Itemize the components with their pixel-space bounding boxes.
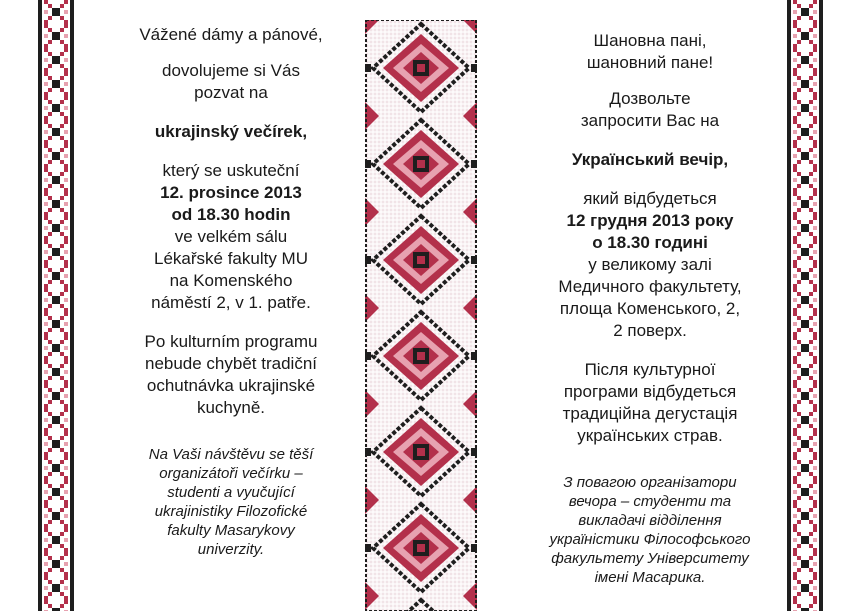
ukrainian-closing-line: україністики Філософського — [549, 531, 751, 548]
ukrainian-invite-line: Дозвольте — [609, 89, 691, 108]
ukrainian-invite-line: запросити Вас на — [580, 111, 720, 130]
ukrainian-program-line: традиційна дегустація — [562, 404, 738, 423]
czech-invite-block — [104, 60, 358, 104]
right-embroidery-border — [787, 0, 823, 611]
ukrainian-closing-line: викладачі відділення — [578, 512, 722, 529]
ukrainian-time: о 18.30 годині — [592, 233, 708, 252]
czech-venue-line: Lékařské fakulty MU — [154, 249, 308, 268]
czech-program-line: Po kulturním programu — [144, 332, 318, 351]
czech-program-line: nebude chybět tradiční — [144, 354, 317, 373]
ukrainian-venue-line: площа Коменського, 2, — [559, 299, 741, 318]
center-embroidery-band — [365, 20, 477, 616]
ukrainian-program-line: програми відбудеться — [563, 382, 737, 401]
ukrainian-program-line: Після культурної — [584, 360, 716, 379]
ukrainian-invitation — [518, 30, 782, 587]
ukrainian-closing-line: факультету Університету — [551, 550, 749, 567]
czech-venue-line: náměstí 2, v 1. patře. — [151, 293, 311, 312]
czech-closing-line: studenti a vyučující — [167, 484, 295, 501]
ukrainian-date: 12 грудня 2013 року — [566, 211, 734, 230]
right-border-pattern — [787, 0, 823, 611]
ukrainian-closing-line: вечора – студенти та — [568, 493, 732, 510]
ukrainian-venue-line: Медичного факультету, — [558, 277, 742, 296]
czech-closing-line: fakulty Masarykovy — [167, 522, 295, 539]
czech-invite-line: pozvat na — [194, 83, 268, 102]
ukrainian-intro: який відбудеться — [583, 189, 717, 208]
czech-date: 12. prosince 2013 — [160, 183, 302, 202]
czech-program-line: kuchyně. — [196, 398, 266, 417]
ukrainian-closing-line: імені Масарика. — [594, 569, 706, 586]
czech-program-line: ochutnávka ukrajinské — [146, 376, 316, 395]
czech-invite-line: dovolujeme si Vás — [162, 61, 300, 80]
czech-closing-block — [104, 445, 358, 559]
left-border-pattern — [38, 0, 74, 611]
ukrainian-venue-line: 2 поверх. — [613, 321, 687, 340]
czech-details-block — [104, 160, 358, 314]
ukrainian-event-name: Український вечір, — [571, 150, 729, 169]
czech-closing-line: organizátoři večírku – — [159, 465, 303, 482]
ukrainian-greeting-line: шановний пане! — [586, 53, 714, 72]
czech-closing-line: univerzity. — [197, 541, 265, 558]
ukrainian-closing-line: З повагою організатори — [563, 474, 737, 491]
czech-invitation — [104, 24, 358, 559]
ukrainian-venue-line: у великому залі — [588, 255, 712, 274]
czech-time: od 18.30 hodin — [171, 205, 291, 224]
czech-intro: který se uskuteční — [162, 161, 300, 180]
czech-closing-line: Na Vaši návštěvu se těší — [148, 446, 314, 463]
center-band-pattern — [365, 20, 477, 611]
czech-event-name: ukrajinský večírek, — [154, 122, 308, 141]
ukrainian-invite-block — [518, 88, 782, 132]
ukrainian-program-line: українських страв. — [577, 426, 723, 445]
ukrainian-program-block — [518, 359, 782, 447]
ukrainian-greeting-line: Шановна пані, — [593, 31, 707, 50]
czech-program-block — [104, 331, 358, 419]
ukrainian-greeting-block — [518, 30, 782, 74]
ukrainian-closing-block — [518, 473, 782, 587]
left-embroidery-border — [38, 0, 74, 611]
czech-venue-line: na Komenského — [169, 271, 293, 290]
czech-venue-line: ve velkém sálu — [174, 227, 288, 246]
czech-greeting: Vážené dámy a pánové, — [139, 25, 323, 44]
ukrainian-details-block — [518, 188, 782, 342]
czech-closing-line: ukrajinistiky Filozofické — [154, 503, 308, 520]
